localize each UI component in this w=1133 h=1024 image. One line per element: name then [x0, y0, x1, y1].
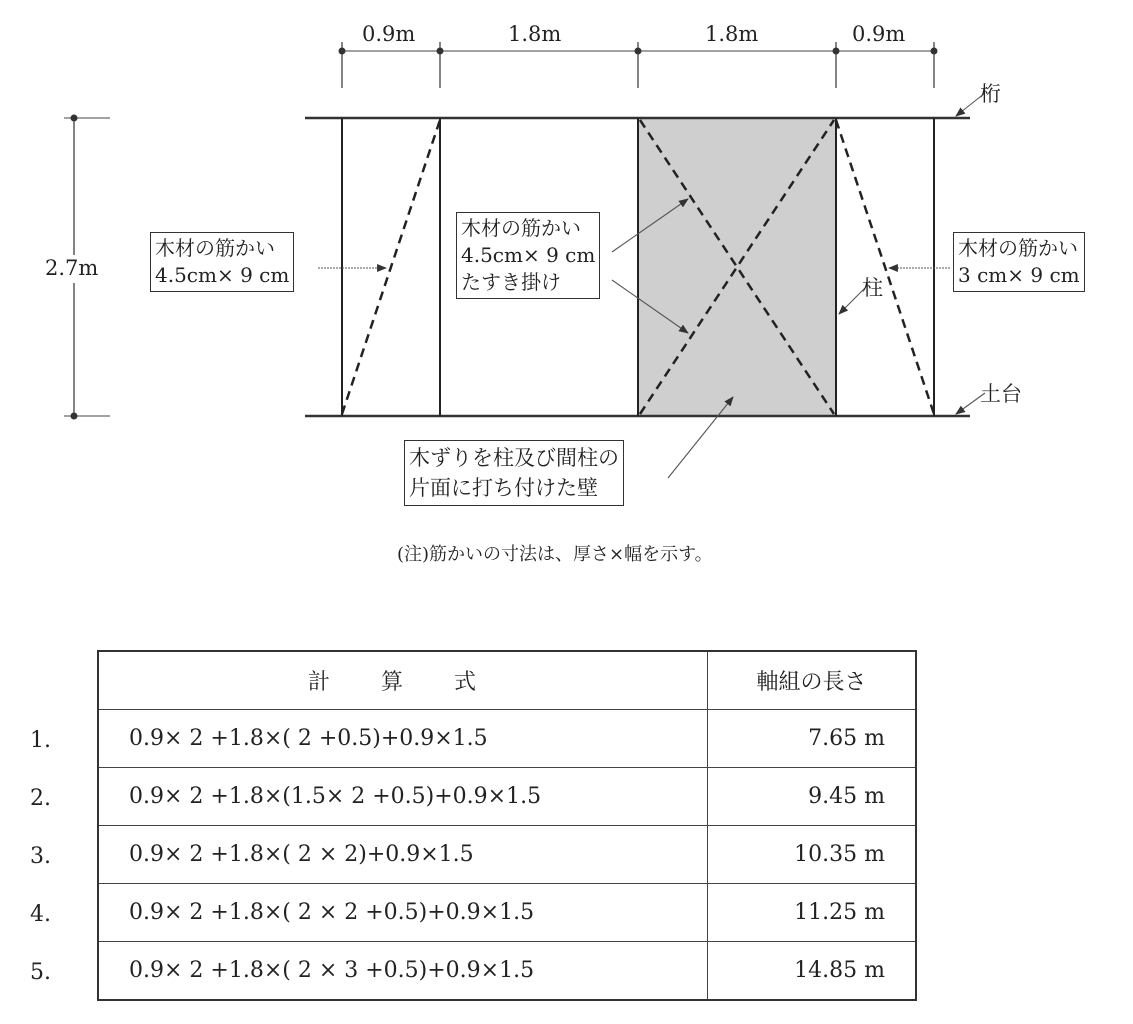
- callout-line: 4.5cm× 9 cm: [155, 263, 290, 287]
- formula-cell: 0.9× 2 +1.8×(1.5× 2 +0.5)+0.9×1.5: [98, 768, 708, 826]
- length-cell: 10.35 m: [708, 826, 917, 884]
- callout-line: 木材の筋かい: [958, 236, 1078, 260]
- top-dimension-line: [339, 42, 938, 88]
- formula-cell: 0.9× 2 +1.8×( 2 +0.5)+0.9×1.5: [98, 710, 708, 768]
- row-number: 2.: [30, 786, 51, 811]
- table-row: [98, 826, 916, 884]
- callout-line: たすき掛け: [461, 270, 561, 294]
- callout-line: 木ずりを柱及び間柱の: [409, 446, 619, 470]
- left-brace: [342, 120, 440, 414]
- span-label-1: 0.9m: [362, 22, 416, 46]
- table-row: [98, 710, 916, 768]
- formula-cell: 0.9× 2 +1.8×( 2 × 3 +0.5)+0.9×1.5: [98, 942, 708, 1001]
- table-row: [98, 768, 916, 826]
- table-row: [98, 884, 916, 942]
- callout-line: 3 cm× 9 cm: [958, 263, 1080, 287]
- post-label: 柱: [862, 276, 883, 300]
- row-number: 1.: [30, 728, 51, 753]
- dimension-note: (注)筋かいの寸法は、厚さ×幅を示す。: [397, 544, 713, 565]
- sill-label: 土台: [980, 382, 1022, 406]
- callout-line: 木材の筋かい: [461, 216, 581, 240]
- right-brace-callout: [953, 232, 1085, 292]
- beam-label: 桁: [980, 82, 1001, 106]
- height-label: 2.7m: [45, 256, 99, 280]
- row-number: 4.: [30, 902, 51, 927]
- callout-line: 4.5cm× 9 cm: [461, 243, 596, 267]
- calculation-table: [97, 650, 917, 1001]
- length-cell: 14.85 m: [708, 942, 917, 1001]
- row-number: 3.: [30, 844, 51, 869]
- span-label-2: 1.8m: [508, 22, 562, 46]
- callout-line: 木材の筋かい: [155, 236, 275, 260]
- length-cell: 9.45 m: [708, 768, 917, 826]
- formula-cell: 0.9× 2 +1.8×( 2 × 2 +0.5)+0.9×1.5: [98, 884, 708, 942]
- formula-cell: 0.9× 2 +1.8×( 2 × 2)+0.9×1.5: [98, 826, 708, 884]
- posts: [342, 118, 934, 416]
- table-row: [98, 942, 916, 1001]
- left-brace-callout: [150, 232, 294, 292]
- callout-line: 片面に打ち付けた壁: [409, 476, 598, 500]
- length-cell: 7.65 m: [708, 710, 917, 768]
- header-formula: 計 算 式: [98, 651, 708, 710]
- right-brace: [836, 120, 934, 414]
- header-length: 軸組の長さ: [708, 651, 917, 710]
- table-header-row: [98, 651, 916, 710]
- wall-callout: [404, 440, 624, 506]
- span-label-3: 1.8m: [705, 22, 759, 46]
- length-cell: 11.25 m: [708, 884, 917, 942]
- center-brace-callout: [456, 212, 600, 299]
- span-label-4: 0.9m: [852, 22, 906, 46]
- row-number: 5.: [30, 960, 51, 985]
